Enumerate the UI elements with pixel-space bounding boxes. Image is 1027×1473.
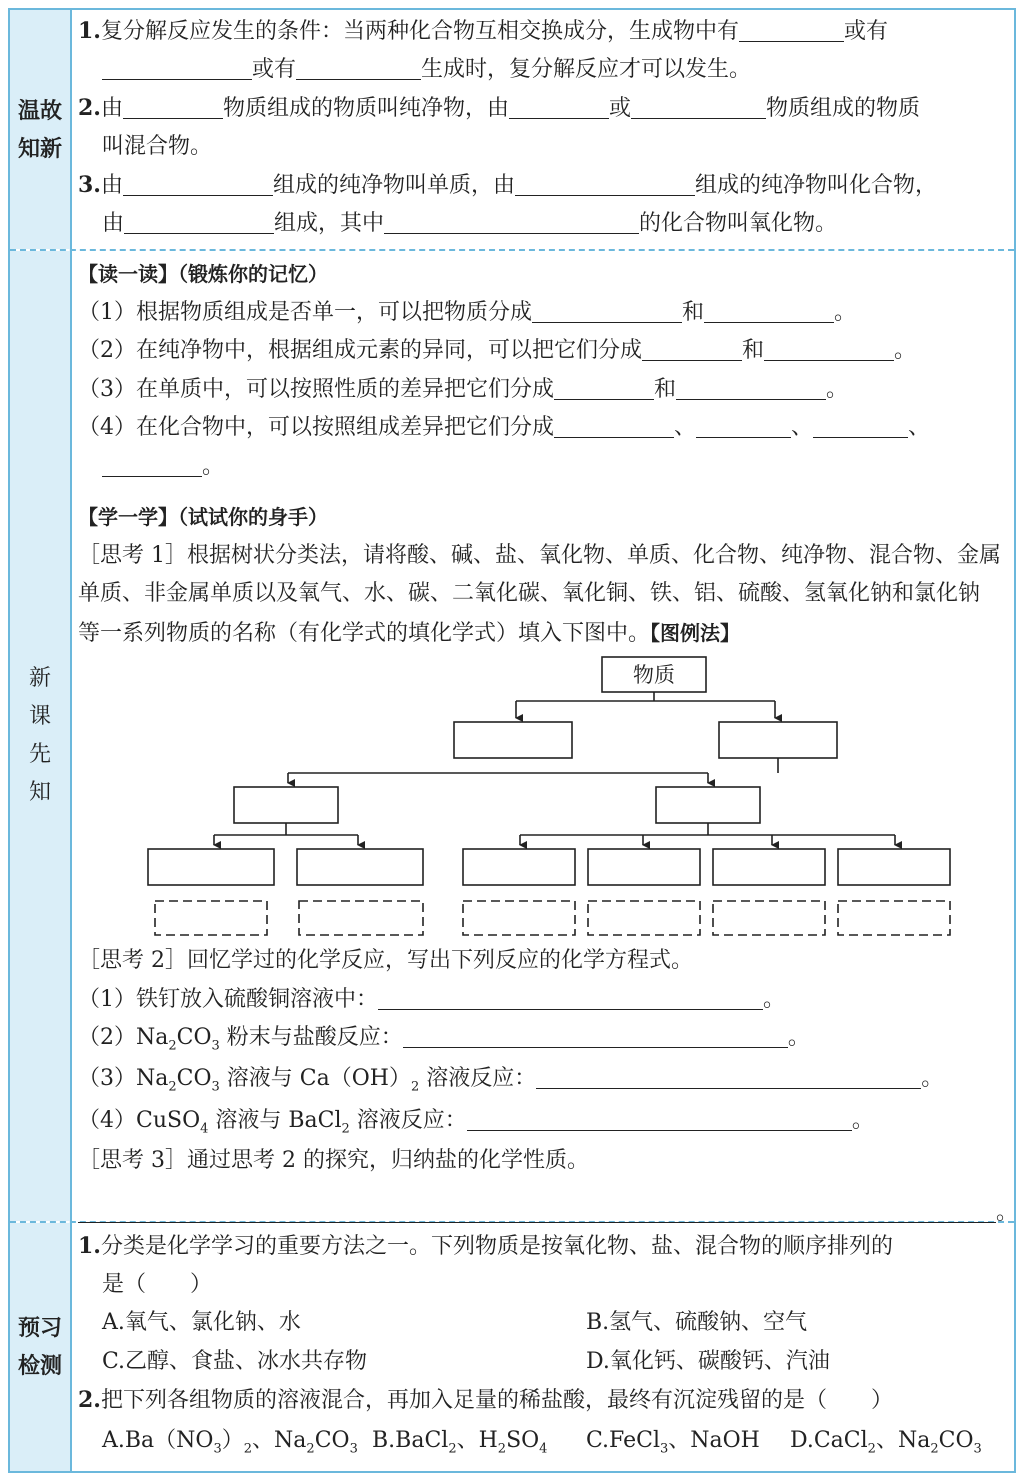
check-q1-line2: 是（ ）	[102, 1271, 213, 1297]
read-item-2: （2）在纯净物中，根据组成元素的异同，可以把它们分成 和 。	[78, 338, 917, 363]
blank[interactable]	[536, 1064, 921, 1089]
review-q2-line2: 叫混合物。	[102, 133, 213, 159]
think1-line2: 单质、非金属单质以及氧气、水、碳、二氧化碳、氧化铜、铁、铝、硫酸、氢氧化钠和氯化钠	[78, 581, 981, 606]
tree-level1-box-right[interactable]	[719, 722, 837, 758]
blank[interactable]	[123, 171, 273, 196]
read-item-3: （3）在单质中，可以按照性质的差异把它们分成 和 。	[78, 376, 849, 402]
learn-heading: 【学一学】（试试你的身手）	[78, 505, 328, 529]
think2-item-3: $(3)Na_2CO_3$ 溶液与 $Ca(OH)_2$ 溶液反应： 。	[78, 1065, 944, 1094]
tree-example-box[interactable]	[838, 901, 950, 935]
think3-title: ［思考 3］通过思考 2 的探究，归纳盐的化学性质。	[78, 1147, 589, 1173]
tree-level2-box-right[interactable]	[656, 787, 760, 823]
blank[interactable]	[102, 55, 252, 80]
blank[interactable]	[704, 298, 834, 323]
blank[interactable]	[124, 209, 274, 234]
tree-level1-box-left[interactable]	[454, 722, 572, 758]
section-label-review: 温故知新	[10, 10, 72, 249]
tree-example-box[interactable]	[713, 901, 825, 935]
read-item-4-cont: 。	[78, 448, 1010, 487]
section-label-check: 预习检测	[10, 1223, 72, 1471]
blank[interactable]	[296, 55, 421, 80]
section-review	[10, 10, 1014, 251]
worksheet-frame	[8, 8, 1019, 1473]
blank[interactable]	[676, 375, 826, 400]
blank[interactable]	[78, 1198, 996, 1223]
blank[interactable]	[378, 985, 763, 1010]
classification-tree	[78, 652, 958, 942]
section-preview	[10, 251, 1019, 1225]
option-B[interactable]: B.氢气、硫酸钠、空气	[586, 1310, 808, 1335]
option-A[interactable]: A.氧气、氯化钠、水	[102, 1310, 301, 1335]
read-heading: 【读一读】（锻炼你的记忆）	[78, 262, 328, 286]
tree-level3-box[interactable]	[297, 849, 423, 885]
blank[interactable]	[554, 375, 654, 400]
blank[interactable]	[554, 413, 674, 438]
check-q2-line1: 2.把下列各组物质的溶液混合，再加入足量的稀盐酸，最终有沉淀残留的是（ ）	[78, 1387, 893, 1413]
review-q1-line2: 或有 生成时，复分解反应才可以发生。	[78, 51, 1010, 90]
blank[interactable]	[384, 209, 639, 234]
tree-level3-box[interactable]	[148, 849, 274, 885]
review-q3-line1: 3.由 组成的纯净物叫单质，由 组成的纯净物叫化合物，	[78, 172, 938, 198]
check-q1-line1: 1.分类是化学学习的重要方法之一。下列物质是按氧化物、盐、混合物的顺序排列的	[78, 1233, 893, 1259]
tree-level3-box[interactable]	[838, 849, 950, 885]
tree-example-box[interactable]	[588, 901, 700, 935]
tree-level3-box[interactable]	[713, 849, 825, 885]
option-B[interactable]: B.BaCl$_2$、$H_2SO_4$	[372, 1427, 548, 1456]
blank[interactable]	[631, 94, 766, 119]
check-q2-options	[78, 1420, 1010, 1462]
check-q1-options-ab	[78, 1304, 1010, 1343]
think1-line3: 等一系列物质的名称（有化学式的填化学式）填入下图中。【图例法】	[78, 620, 741, 646]
review-q3-line2: 由 组成，其中 的化合物叫氧化物。	[102, 210, 838, 236]
tree-level3-box[interactable]	[463, 849, 575, 885]
blank[interactable]	[123, 94, 223, 119]
section-check	[10, 1223, 1014, 1471]
section-label-preview: 新课先知	[10, 251, 72, 1221]
option-A[interactable]: $A.Ba(NO_3)_2$、$Na_2CO_3$	[102, 1427, 358, 1456]
option-C[interactable]: C.FeCl$_3$、NaOH	[586, 1427, 760, 1456]
blank[interactable]	[515, 171, 695, 196]
read-item-4: （4）在化合物中，可以按照组成差异把它们分成 、 、 、	[78, 415, 931, 440]
blank[interactable]	[813, 413, 908, 438]
blank[interactable]	[403, 1023, 788, 1048]
option-D[interactable]: D.CaCl$_2$、$Na_2CO_3$	[790, 1427, 982, 1456]
blank[interactable]	[642, 336, 742, 361]
blank[interactable]	[696, 413, 791, 438]
think2-title: ［思考 2］回忆学过的化学反应，写出下列反应的化学方程式。	[78, 948, 693, 973]
tree-root-label: 物质	[633, 663, 675, 687]
option-C[interactable]: C.乙醇、食盐、冰水共存物	[102, 1348, 368, 1374]
blank[interactable]	[509, 94, 609, 119]
option-D[interactable]: D.氧化钙、碳酸钙、汽油	[586, 1348, 830, 1374]
tree-level2-box-left[interactable]	[234, 787, 338, 823]
review-q1-line1: 1.复分解反应发生的条件：当两种化合物互相交换成分，生成物中有 或有	[78, 18, 888, 44]
think2-item-4: （4）CuSO$_4$ 溶液与 BaCl$_2$ 溶液反应： 。	[78, 1107, 874, 1136]
tree-level3-box[interactable]	[588, 849, 700, 885]
think2-item-2: $(2)Na_2CO_3$ 粉末与盐酸反应： 。	[78, 1025, 810, 1054]
think2-item-1: （1）铁钉放入硫酸铜溶液中： 。	[78, 986, 786, 1012]
blank[interactable]	[467, 1106, 852, 1131]
tree-example-box[interactable]	[155, 901, 267, 935]
tree-example-box[interactable]	[463, 901, 575, 935]
read-item-1: （1）根据物质组成是否单一，可以把物质分成 和 。	[78, 299, 857, 325]
check-q1-options-cd	[78, 1343, 1010, 1382]
blank[interactable]	[739, 17, 844, 42]
blank[interactable]	[764, 336, 894, 361]
blank[interactable]	[102, 452, 202, 477]
think1-line1: ［思考 1］根据树状分类法，请将酸、碱、盐、氧化物、单质、化合物、纯净物、混合物、金属	[78, 542, 1001, 568]
blank[interactable]	[532, 298, 682, 323]
think3-answer: 。	[78, 1180, 1010, 1228]
tree-example-box[interactable]	[299, 901, 423, 935]
review-q2-line1: 2.由 物质组成的物质叫纯净物，由 或 物质组成的物质	[78, 95, 921, 121]
